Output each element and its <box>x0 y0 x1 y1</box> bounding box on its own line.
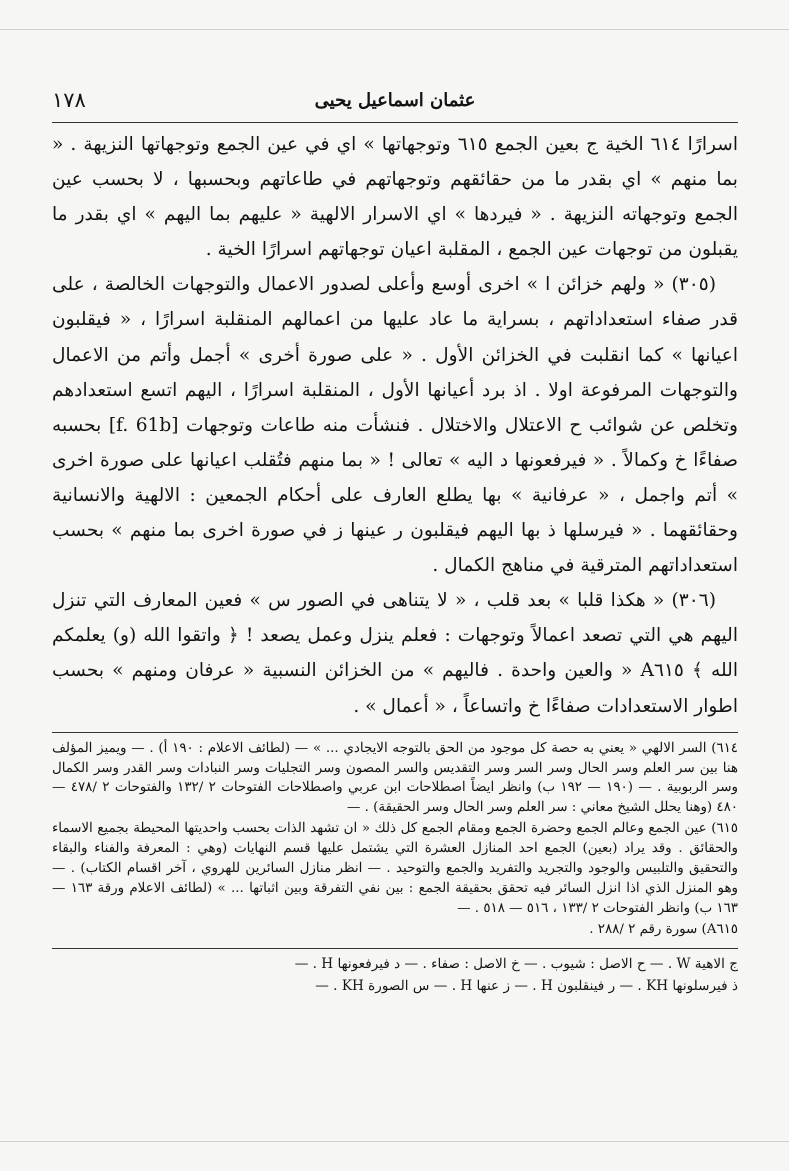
footnote: ٦١٤) السر الالهي « يعني به حصة كل موجود من الحق بالتوجه الايجادي ... » — (لطائف الاعلام : ١٩٠ أ) . — ويميز المؤلف هنا بين سر العلم وسر الحال وسر السر وسر التقديس والسر المصون وسر التجليات وسر النبادات وسر القدر وسر الكمال وسر الربوبية . — (١٩٠ — ١٩٢ ب) وانظر ايضاً اصطلاحات ابن عربي واصطلاحات الفتوحات ٢ /١٣٢ والفتوحات ٢ /٤٧٨ — ٤٨٠ (وهنا يحلل الشيخ معاني : سر العلم وسر الحال وسر الحقيقة) . — <box>52 740 738 816</box>
paragraph: (٣٠٥) « ولهم خزائن ا » اخرى أوسع وأعلى لصدور الاعمال والتوجهات الخالصة ، على قدر صفاء استعداداتهم ، بسراية ما عاد عليها من اعمالهم المنقلبة اسرارًا ، « فيقلبون اعيانها » كما انقلبت في الخزائن الأول . « على صورة أخرى » أجمل وأتم من الاعمال والتوجهات المرفوعة اولا . اذ برد أعيانها الأول ، المنقلبة اسرارًا ، اليهم اتسع استعدادهم وتخلص عن شوائب ح الاعتلال والاختلال . فنشأت منه طاعات وتوجهات [f. 61b] بحسبه صفاءًا خ وكمالاً . « فيرفعونها د اليه » تعالى ! « بما منهم فتُقلب اعيانها على صورة اخرى » أتم واجمل ، « عرفانية » بها يطلع العارف على أحكام الجمعين : الالهية والانسانية وحقائقهما . « فيرسلها ذ بها اليهم فيقلبون ر عينها ز في صورة اخرى بما منهم » بحسب استعداداتهم المترقية في مناهج الكمال . <box>52 274 738 577</box>
paragraph: اسرارًا ٦١٤ الخية ج بعين الجمع ٦١٥ وتوجهاتها » اي في عين الجمع وتوجهاتها النزيهة . « بما منهم » اي بقدر ما من حقائقهم وتوجهاتهم في طاعاتهم وبحسبها ، لا بحسب عين الجمع وتوجهاته النزيهة . « فيردها » اي الاسرار الالهية « عليهم بما اليهم » اي بقدر ما يقبلون من توجهات عين الجمع ، المقلبة اعيان توجهاتهم اسرارًا الخية . <box>52 134 738 261</box>
page-header <box>52 84 738 123</box>
footnote: ٦١٥) عين الجمع وعالم الجمع وحضرة الجمع ومقام الجمع كل ذلك « ان تشهد الذات بحسب واحديتها المحيطة بجميع الاسماء والحقائق . وقد يراد (بعين) الجمع احد المنازل العشرة التي يشتمل عليها قسم النهايات (وهي : المعرفة والفناء والبقاء والتحقيق والتلبيس والوجود والتجريد والتفريد والجمع والتوحيد . — انظر منازل السائرين للهروي ، آخر اقسام الكتاب) . — وهو المنزل الذي اذا انزل السائر فيه تحقق بحقيقة الجمع : بين نفي التفرقة وبين اثباتها ... » (لطائف الاعلام ورقة ١٦٣ — ١٦٣ ب) وانظر الفتوحات ٢ /١٣٣ ، ٥١٦ — ٥١٨ . — <box>52 821 738 916</box>
critical-apparatus <box>52 948 738 997</box>
paragraph: (٣٠٦) « هكذا قلبا » بعد قلب ، « لا يتناهى في الصور س » فعين المعارف التي تنزل اليهم هي التي تصعد اعمالاً وتوجهات : فعلم ينزل وعمل يصعد ! ﴿ واتقوا الله (و) يعلمكم الله ﴾ A٦١٥ « والعين واحدة . فاليهم » من الخزائن النسبية « عرفان ومنهم » بحسب اطوار الاستعدادات صفاءًا خ واتساعاً ، « أعمال » . <box>52 590 739 717</box>
document-page <box>52 84 738 997</box>
apparatus-line: ذ فيرسلونها KH . — ر فينقلبون H . — ز عنها H . — س الصورة KH . — <box>315 977 738 994</box>
footnote-separator <box>52 732 738 733</box>
footnote: A٦١٥) سورة رقم ٢ /٢٨٨ . <box>589 921 738 937</box>
footnotes <box>52 739 738 940</box>
page-number: ١٧٨ <box>52 88 86 112</box>
apparatus-line: ج الاهية W . — ح الاصل : شيوب . — خ الاصل : صفاء . — د فيرفعونها H . — <box>294 955 738 972</box>
running-head: عثمان اسماعيل يحيى <box>314 90 476 111</box>
scan-top-border <box>0 29 789 30</box>
main-text <box>52 127 738 724</box>
scan-bottom-border <box>0 1141 789 1142</box>
